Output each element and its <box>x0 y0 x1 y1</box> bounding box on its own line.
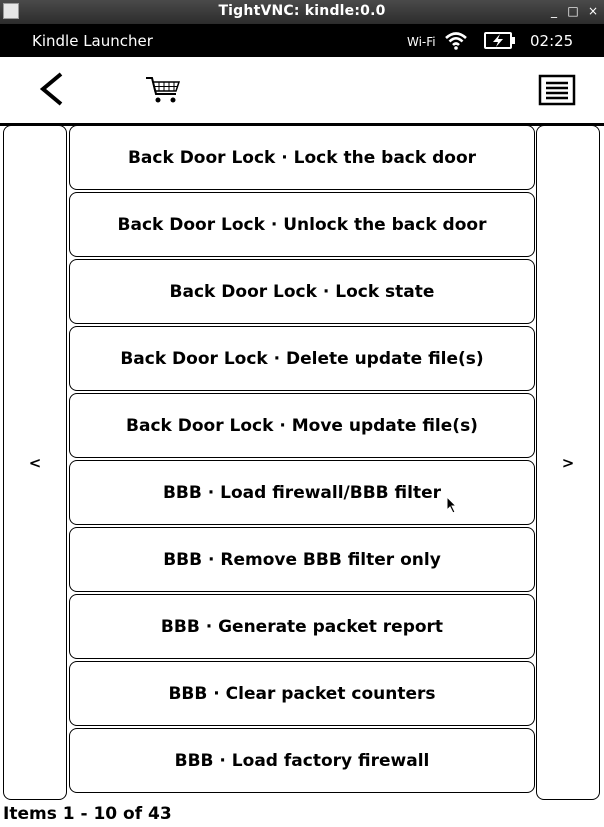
launcher-title: Kindle Launcher <box>32 32 153 50</box>
maximize-button[interactable]: □ <box>567 4 579 18</box>
list-item-label: BBB · Remove BBB filter only <box>163 549 441 570</box>
window-title: TightVNC: kindle:0.0 <box>218 3 386 19</box>
extension-action-list <box>69 125 535 795</box>
previous-page-button[interactable] <box>3 125 67 800</box>
cart-icon[interactable] <box>144 75 182 105</box>
wifi-icon <box>444 30 468 50</box>
item-count-label: Items 1 - 10 of 43 <box>3 804 172 824</box>
list-item[interactable] <box>69 393 535 458</box>
list-item-label: Back Door Lock · Lock state <box>169 281 435 302</box>
list-item-label: Back Door Lock · Unlock the back door <box>117 214 487 235</box>
chevron-right-icon: > <box>561 454 575 472</box>
list-item[interactable] <box>69 661 535 726</box>
list-item[interactable] <box>69 594 535 659</box>
minimize-button[interactable]: _ <box>551 4 557 18</box>
window-titlebar[interactable] <box>0 0 604 24</box>
menu-list-icon[interactable] <box>537 74 577 106</box>
list-item[interactable] <box>69 527 535 592</box>
list-item-label: BBB · Load firewall/BBB filter <box>162 482 442 503</box>
list-item[interactable] <box>69 125 535 190</box>
list-item-label: Back Door Lock · Move update file(s) <box>126 415 478 436</box>
back-chevron-icon[interactable] <box>37 72 67 106</box>
next-page-button[interactable] <box>536 125 600 800</box>
clock: 02:25 <box>530 32 574 50</box>
list-item[interactable] <box>69 259 535 324</box>
wifi-label: Wi-Fi <box>407 35 436 49</box>
list-item-label: Back Door Lock · Delete update file(s) <box>120 348 484 369</box>
list-item-label: Back Door Lock · Lock the back door <box>127 147 477 168</box>
list-item-label: BBB · Generate packet report <box>160 616 444 637</box>
list-item-label: BBB · Load factory firewall <box>174 750 430 771</box>
list-item-label: BBB · Clear packet counters <box>168 683 436 704</box>
top-toolbar <box>0 57 604 126</box>
battery-charging-icon <box>484 32 516 49</box>
list-item[interactable] <box>69 460 535 525</box>
close-button[interactable]: × <box>587 4 599 18</box>
chevron-left-icon: < <box>28 454 42 472</box>
list-item[interactable] <box>69 728 535 793</box>
kindle-status-bar <box>0 24 604 57</box>
mouse-pointer-icon <box>446 496 458 514</box>
list-item[interactable] <box>69 192 535 257</box>
list-item[interactable] <box>69 326 535 391</box>
